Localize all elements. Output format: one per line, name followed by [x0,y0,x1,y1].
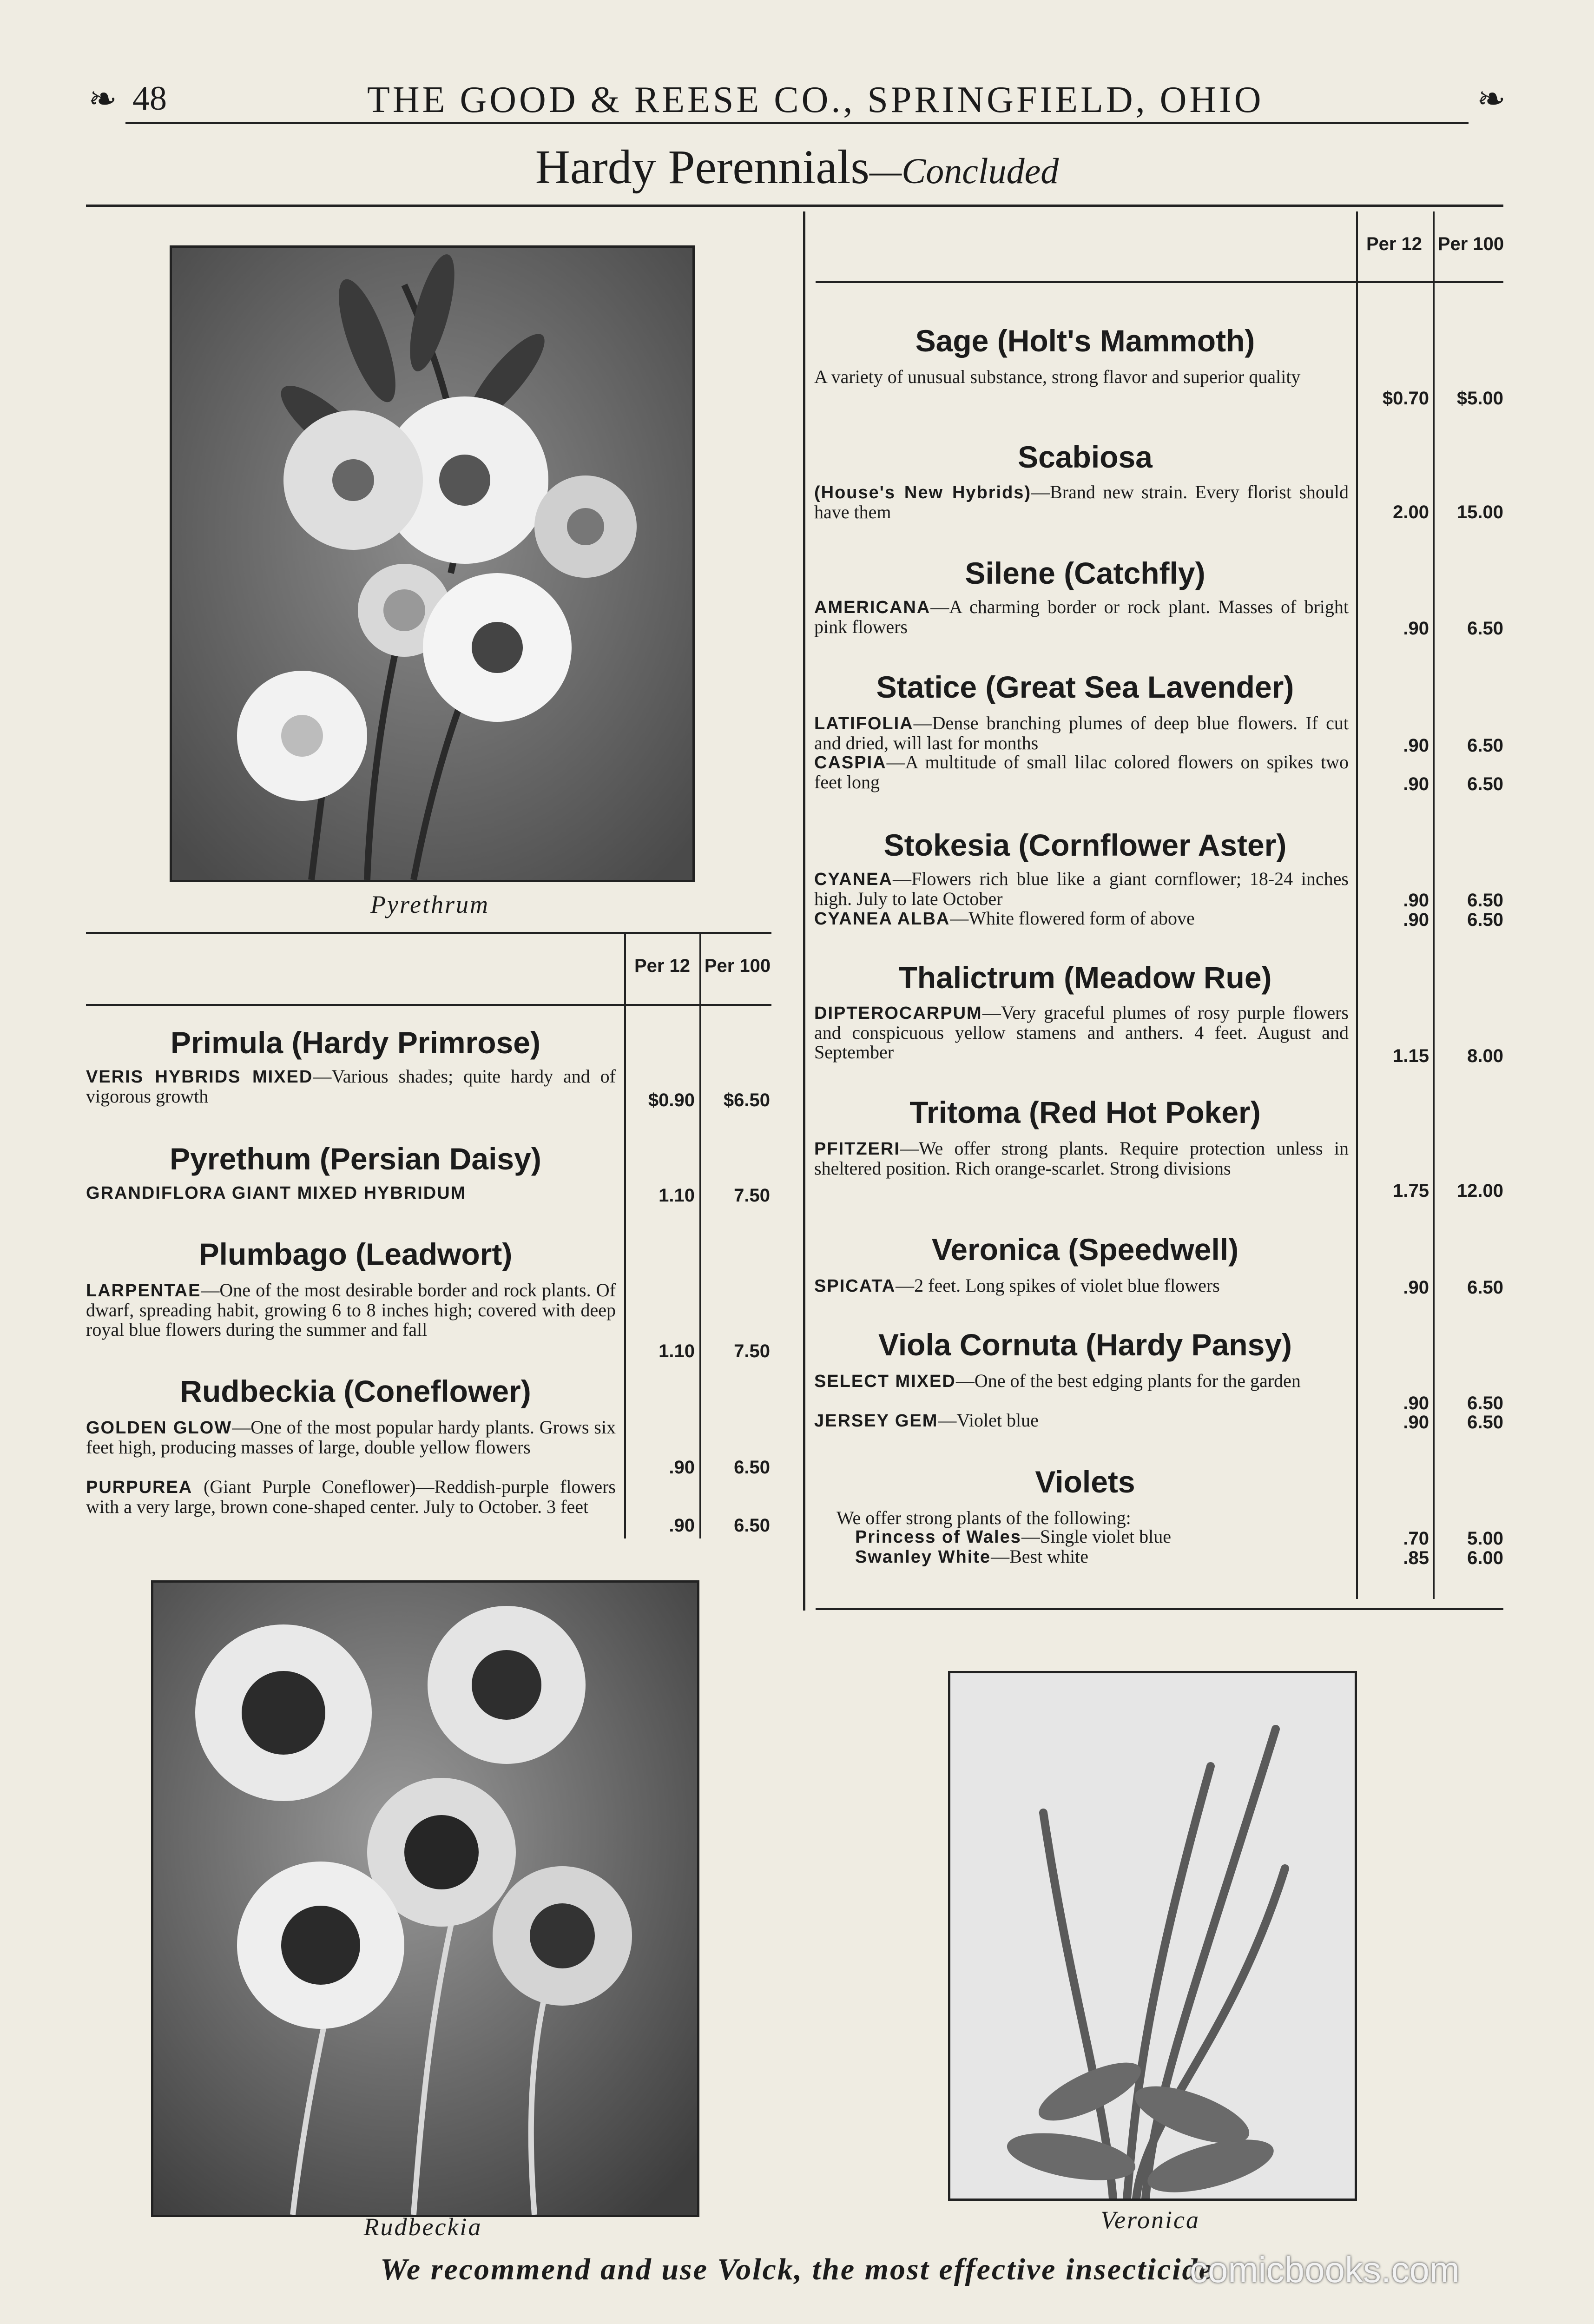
ornament-left-icon: ❧ [88,80,118,119]
price-per100: 6.50 [1467,618,1503,639]
entry-cyanea-alba [814,909,1349,929]
entry-name: PURPUREA [86,1478,193,1497]
veronica-caption: Veronica [1100,2206,1200,2234]
price-per100: 6.50 [734,1515,770,1536]
entry-text: (Giant Purple Coneflower)—Reddish-purple flowers with a very large, brown cone-shaped center. July to October. 3 feet [86,1476,616,1517]
entry-name: SELECT MIXED [814,1372,956,1391]
price-per12: .90 [1403,774,1429,794]
price-per100: $6.50 [723,1090,770,1110]
page-number: 48 [132,79,167,118]
entry-latifolia [814,713,1349,753]
left-per100-header: Per 100 [704,956,771,976]
entry-text: —One of the most desirable border and rock plants. Of dwarf, spreading habit, growing 6 to 8 inches high; covered with deep royal blue flowers during the summer and fall [86,1280,616,1340]
price-per12: .90 [1403,890,1429,911]
right-per100-header: Per 100 [1437,234,1504,254]
price-per12: $0.90 [648,1090,695,1110]
entry-text: —Violet blue [938,1410,1039,1431]
price-per100: 6.50 [1467,890,1503,911]
price-per12: 1.10 [659,1341,695,1361]
entry-text: —Dense branching plumes of deep blue flowers. If cut and dried, will last for months [814,713,1349,753]
section-title-violets: Violets [1035,1465,1135,1499]
entry-text: —2 feet. Long spikes of violet blue flowers [896,1275,1220,1296]
entry-swanley-white [855,1547,1348,1567]
title-text: Hardy Perennials [535,140,869,194]
price-per12: 2.00 [1393,502,1429,522]
pyrethrum-caption: Pyrethrum [370,891,489,918]
entry-text: —A charming border or rock plant. Masses of bright pink flowers [814,596,1349,637]
entry-text: —A multitude of small lilac colored flowers on spikes two feet long [814,752,1349,792]
section-title-silene: Silene (Catchfly) [965,556,1205,590]
entry-caspia [814,753,1349,792]
entry-purpurea [86,1477,616,1517]
price-per100: 7.50 [734,1185,770,1206]
left-table-top-rule [86,932,771,934]
veronica-photo [948,1671,1357,2201]
price-per12: .90 [1403,1277,1429,1298]
price-per100: 6.50 [1467,774,1503,794]
entry-princess-of-wales [855,1527,1348,1547]
pyrethrum-photo [170,245,695,882]
entry-name: GOLDEN GLOW [86,1418,232,1438]
section-title-tritoma: Tritoma (Red Hot Poker) [909,1095,1261,1129]
price-per12: 1.10 [659,1185,695,1206]
entry-name: VERIS HYBRIDS MIXED [86,1067,313,1087]
entry-dipterocarpum [814,1003,1349,1062]
price-per100: 6.50 [1467,1412,1503,1433]
price-per100: 6.50 [734,1457,770,1478]
entry-spicata [814,1276,1349,1296]
ornament-right-icon: ❧ [1476,80,1506,119]
watermark: comicbooks.com [1190,2249,1460,2290]
entry-grandiflora [86,1183,616,1203]
entry-sage [814,367,1349,387]
page-title [0,139,1594,195]
section-title-thalictrum: Thalictrum (Meadow Rue) [898,960,1272,995]
entry-text: —One of the most popular hardy plants. Grows six feet high, producing masses of large, double yellow flowers [86,1417,616,1458]
rudbeckia-photo [151,1580,699,2217]
entry-name: LARPENTAE [86,1281,201,1301]
section-title-statice: Statice (Great Sea Lavender) [876,670,1294,704]
price-per12: .90 [1403,910,1429,930]
entry-text: —One of the best edging plants for the garden [955,1370,1301,1391]
price-per100: 5.00 [1467,1528,1503,1549]
veronica-image [950,1673,1355,2199]
right-per12-header: Per 12 [1366,234,1423,254]
pyrethrum-image [172,248,692,880]
entry-name: SPICATA [814,1276,896,1296]
entry-select-mixed [814,1371,1349,1391]
right-table-bottom-rule [816,1608,1503,1610]
entry-text: A variety of unusual substance, strong flavor and superior quality [814,366,1301,387]
entry-name: JERSEY GEM [814,1411,938,1431]
entry-text: —Various shades; quite hardy and of vigorous growth [86,1066,616,1107]
price-per12: $0.70 [1382,388,1429,409]
section-title-rudbeckia: Rudbeckia (Coneflower) [180,1374,531,1408]
entry-name: PFITZERI [814,1139,900,1159]
firm-name: THE GOOD & REESE CO., SPRINGFIELD, OHIO [367,79,1264,120]
column-divider [803,211,805,1611]
rudbeckia-caption: Rudbeckia [363,2213,482,2241]
entry-text: —Very graceful plumes of rosy purple flowers and conspicuous yellow stamens and anthers. 4 feet. August and September [814,1002,1349,1063]
price-per100: 6.50 [1467,735,1503,756]
price-per100: 7.50 [734,1341,770,1361]
price-per100: $5.00 [1456,388,1503,409]
price-per100: 6.50 [1467,910,1503,930]
entry-pfitzeri [814,1139,1349,1178]
title-suffix: —Concluded [869,151,1059,191]
price-per12: .90 [669,1515,695,1536]
footer-slogan: We recommend and use Volck, the most effective insecticide [380,2252,1214,2286]
price-per100: 6.50 [1467,1277,1503,1298]
rudbeckia-image [153,1583,697,2215]
section-title-plumbago: Plumbago (Leadwort) [198,1237,513,1271]
entry-jersey-gem [814,1411,1349,1431]
price-per12: 1.75 [1393,1181,1429,1201]
price-per100: 15.00 [1456,502,1503,522]
entry-name: Swanley White [855,1547,991,1567]
section-title-sage: Sage (Holt's Mammoth) [915,324,1255,358]
price-per12: .90 [669,1457,695,1478]
running-head [88,74,1506,130]
entry-cyanea [814,869,1349,909]
entry-larpentae [86,1281,616,1340]
section-title-veronica: Veronica (Speedwell) [931,1232,1239,1267]
header-rule [125,122,1469,124]
price-per12: 1.15 [1393,1046,1429,1066]
entry-text: —Best white [991,1546,1089,1567]
price-per12: .90 [1403,1393,1429,1413]
section-title-viola: Viola Cornuta (Hardy Pansy) [878,1327,1292,1362]
section-title-scabiosa: Scabiosa [1018,440,1153,474]
entry-houses-new-hybrids [814,482,1349,522]
entry-veris-hybrids [86,1067,616,1106]
entry-name: Princess of Wales [855,1527,1021,1547]
price-per12: .90 [1403,735,1429,756]
title-rule [86,205,1503,207]
entry-text: —White flowered form of above [950,908,1195,929]
entry-text: —Brand new strain. Every florist should have them [814,482,1349,522]
entry-name: GRANDIFLORA GIANT MIXED HYBRIDUM [86,1183,467,1203]
right-table-head-rule [816,281,1503,283]
left-per12-header: Per 12 [634,956,691,976]
section-title-primula: Primula (Hardy Primrose) [171,1025,540,1060]
entry-golden-glow [86,1418,616,1457]
price-per12: .90 [1403,1412,1429,1433]
entry-name: LATIFOLIA [814,714,914,733]
entry-name: AMERICANA [814,598,931,617]
price-per100: 8.00 [1467,1046,1503,1066]
violets-intro: We offer strong plants of the following: [837,1507,1131,1528]
entry-text: —Single violet blue [1021,1526,1172,1547]
entry-name: CYANEA [814,870,893,889]
entry-text: —We offer strong plants. Require protection unless in sheltered position. Rich orange-scarlet. Strong divisions [814,1138,1349,1179]
entry-name: CYANEA ALBA [814,909,950,929]
entry-name: (House's New Hybrids) [814,483,1032,502]
price-per100: 6.50 [1467,1393,1503,1413]
price-per100: 12.00 [1456,1181,1503,1201]
entry-text: —Flowers rich blue like a giant cornflower; 18-24 inches high. July to late October [814,868,1349,909]
price-per12: .90 [1403,618,1429,639]
price-per12: .70 [1403,1528,1429,1549]
entry-americana [814,597,1349,637]
price-per12: .85 [1403,1548,1429,1568]
price-per100: 6.00 [1467,1548,1503,1568]
left-col-line-2 [699,934,701,1538]
entry-name: CASPIA [814,753,887,772]
section-title-pyrethum: Pyrethum (Persian Daisy) [170,1142,541,1176]
section-title-stokesia: Stokesia (Cornflower Aster) [883,828,1287,862]
left-table-head-rule [86,1004,771,1006]
entry-name: DIPTEROCARPUM [814,1004,982,1023]
